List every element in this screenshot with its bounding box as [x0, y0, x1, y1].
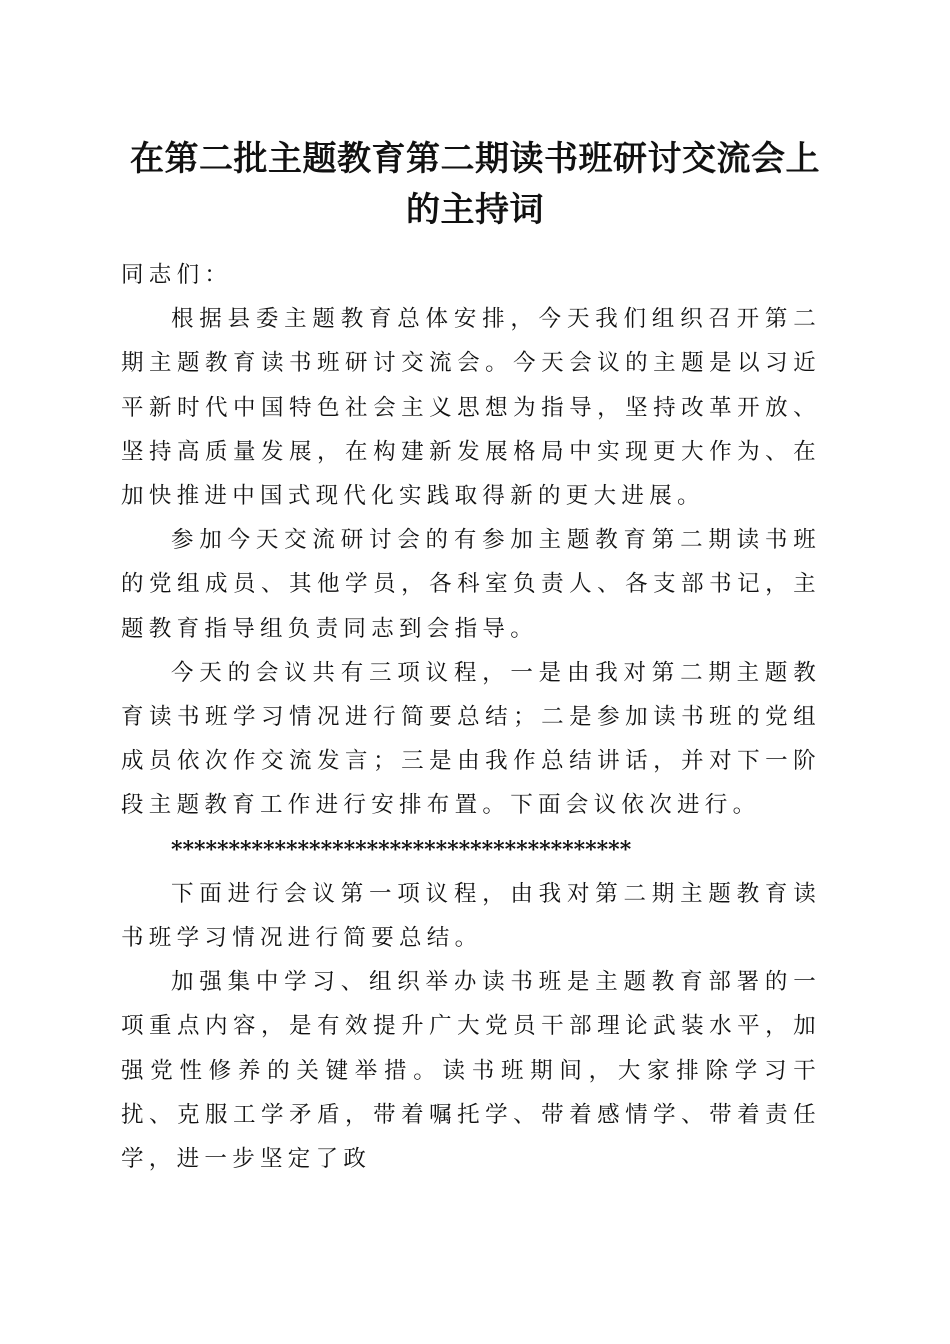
salutation: 同志们： — [121, 262, 233, 288]
title-line-2: 的主持词 — [406, 190, 544, 230]
section-divider: **************************************** — [171, 836, 632, 863]
document-body — [121, 253, 821, 1181]
document-title — [110, 134, 840, 236]
paragraph-attendees: 参加今天交流研讨会的有参加主题教育第二期读书班的党组成员、其他学员，各科室负责人、各支部书记，主题教育指导组负责同志到会指导。 — [121, 527, 821, 642]
paragraph-agenda: 今天的会议共有三项议程，一是由我对第二期主题教育读书班学习情况进行简要总结；二是参加读书班的党组成员依次作交流发言；三是由我作总结讲话，并对下一阶段主题教育工作进行安排布置。下面会议依次进行。 — [121, 659, 821, 819]
paragraph-first-item: 下面进行会议第一项议程，由我对第二期主题教育读书班学习情况进行简要总结。 — [121, 880, 821, 952]
title-line-1: 在第二批主题教育第二期读书班研讨交流会上 — [130, 139, 820, 179]
paragraph-intro: 根据县委主题教育总体安排，今天我们组织召开第二期主题教育读书班研讨交流会。今天会议的主题是以习近平新时代中国特色社会主义思想为指导，坚持改革开放、坚持高质量发展，在构建新发展格局中实现更大作为、在加快推进中国式现代化实践取得新的更大进展。 — [121, 306, 821, 510]
paragraph-summary: 加强集中学习、组织举办读书班是主题教育部署的一项重点内容，是有效提升广大党员干部理论武装水平，加强党性修养的关键举措。读书班期间，大家排除学习干扰、克服工学矛盾，带着嘱托学、带着感情学、带着责任学，进一步坚定了政 — [121, 969, 821, 1173]
